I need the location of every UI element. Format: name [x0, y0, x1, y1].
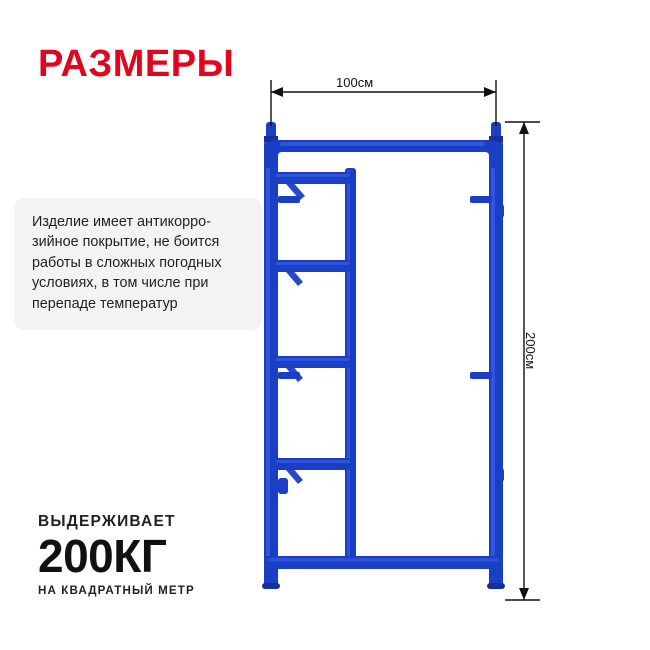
height-dimension-label: 200см: [523, 332, 538, 370]
width-dimension-line: [271, 80, 496, 126]
load-capacity-sub-label: НА КВАДРАТНЫЙ МЕТР: [38, 584, 195, 597]
height-arrow-bottom: [519, 588, 529, 600]
scaffolding-frame-graphic: [262, 122, 505, 589]
info-card: [14, 198, 262, 330]
width-arrow-left: [271, 87, 283, 97]
height-arrow-top: [519, 122, 529, 134]
load-capacity-block: [38, 513, 195, 597]
load-capacity-top-label: ВЫДЕРЖИВАЕТ: [38, 513, 176, 530]
width-arrow-right: [484, 87, 496, 97]
info-card-text: Изделие имеет антикорро-зийное покрытие, не боится работы в сложных погодных условиях, в том числе при перепаде температур: [32, 214, 222, 312]
width-dimension-label: 100см: [336, 75, 374, 90]
page-title: РАЗМЕРЫ: [38, 43, 235, 85]
load-capacity-value: 200КГ: [38, 530, 167, 582]
